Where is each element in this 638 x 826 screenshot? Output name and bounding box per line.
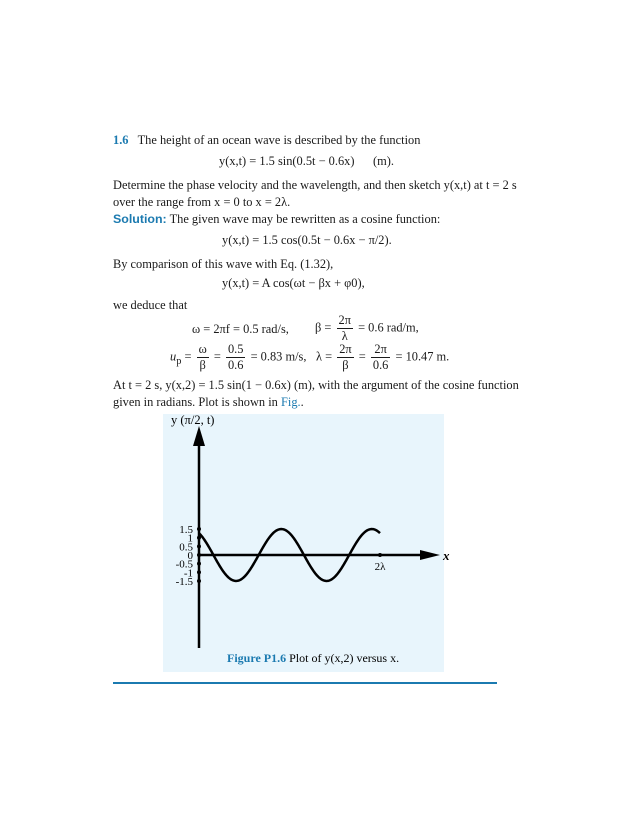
y-tick-mark (197, 527, 201, 531)
wave-plot (163, 413, 450, 672)
problem-number: 1.6 (113, 133, 129, 147)
figure-reference-link[interactable]: Fig. (280, 395, 301, 409)
y-tick-label: -0.5 (175, 558, 193, 571)
wave-equation: y(x,t) = 1.5 sin(0.5t − 0.6x) (219, 154, 355, 168)
beta-equation: β = $\frac{2\pi}{\lambda}$ = 0.6 rad/m, (315, 313, 419, 343)
figure-caption-label: Figure P1.6 (227, 651, 290, 665)
wavelength-equation: λ = $\frac{2\pi}{\beta}$ = $\frac{2\pi}{0.6}$ = 10.47 m. (316, 342, 450, 372)
y-axis-arrow (193, 426, 205, 446)
y-tick-mark (197, 553, 201, 557)
y-tick-label: 1 (187, 532, 193, 545)
problem-text: The height of an ocean wave is described by the function (137, 133, 421, 147)
cosine-equation: y(x,t) = 1.5 cos(0.5t − 0.6x − π/2). (222, 233, 392, 247)
x-axis-arrow (420, 550, 440, 560)
phase-velocity-equation: $u_p$ = $\frac{\omega}{\beta}$ = $\frac{0.5}{0.6}$ = 0.83 m/s, (170, 342, 307, 372)
task-text: Determine the phase velocity and the wavelength, and then sketch y(x,t) at t = 2 s over the range from x = 0 to x = 2λ. (113, 178, 517, 209)
omega-equation: ω = 2πf = 0.5 rad/s, (192, 322, 289, 336)
y-tick-label: 0 (187, 550, 193, 562)
y-tick-label: 1.5 (179, 524, 193, 537)
solution-intro: Solution: The given wave may be rewritten as a cosine function: (113, 212, 441, 226)
general-equation: y(x,t) = A cos(ωt − βx + φ0), (222, 276, 365, 290)
y-tick-mark (197, 570, 201, 574)
y-tick-mark (197, 562, 201, 566)
x-tick-label: 2λ (374, 561, 386, 573)
comparison-text: By comparison of this wave with Eq. (1.32), (113, 257, 334, 271)
wave-equation-unit: (m). (373, 154, 394, 168)
conclusion-text: At t = 2 s, y(x,2) = 1.5 sin(1 − 0.6x) (m), with the argument of the cosine function given in radians. Plot is shown in Fig.. (113, 378, 519, 409)
figure-panel (163, 413, 450, 672)
y-tick-mark (197, 579, 201, 583)
section-rule (113, 682, 497, 684)
y-tick-label: 0.5 (179, 541, 193, 554)
y-tick-label: -1 (183, 567, 193, 580)
y-axis-label: y (π/2, t) (171, 413, 215, 427)
figure-caption-text: Plot of y(x,2) versus x. (289, 651, 400, 665)
x-tick-mark (378, 553, 382, 557)
deduce-text: we deduce that (113, 298, 188, 312)
problem-statement (113, 132, 525, 149)
solution-label: Solution: (113, 212, 167, 226)
x-axis-label: x (443, 548, 450, 563)
beta-fraction: $\frac{2\pi}{\lambda}$ (338, 313, 351, 343)
figure-caption (227, 651, 399, 665)
y-tick-label: -1.5 (175, 575, 193, 588)
y-tick-mark (197, 544, 201, 548)
